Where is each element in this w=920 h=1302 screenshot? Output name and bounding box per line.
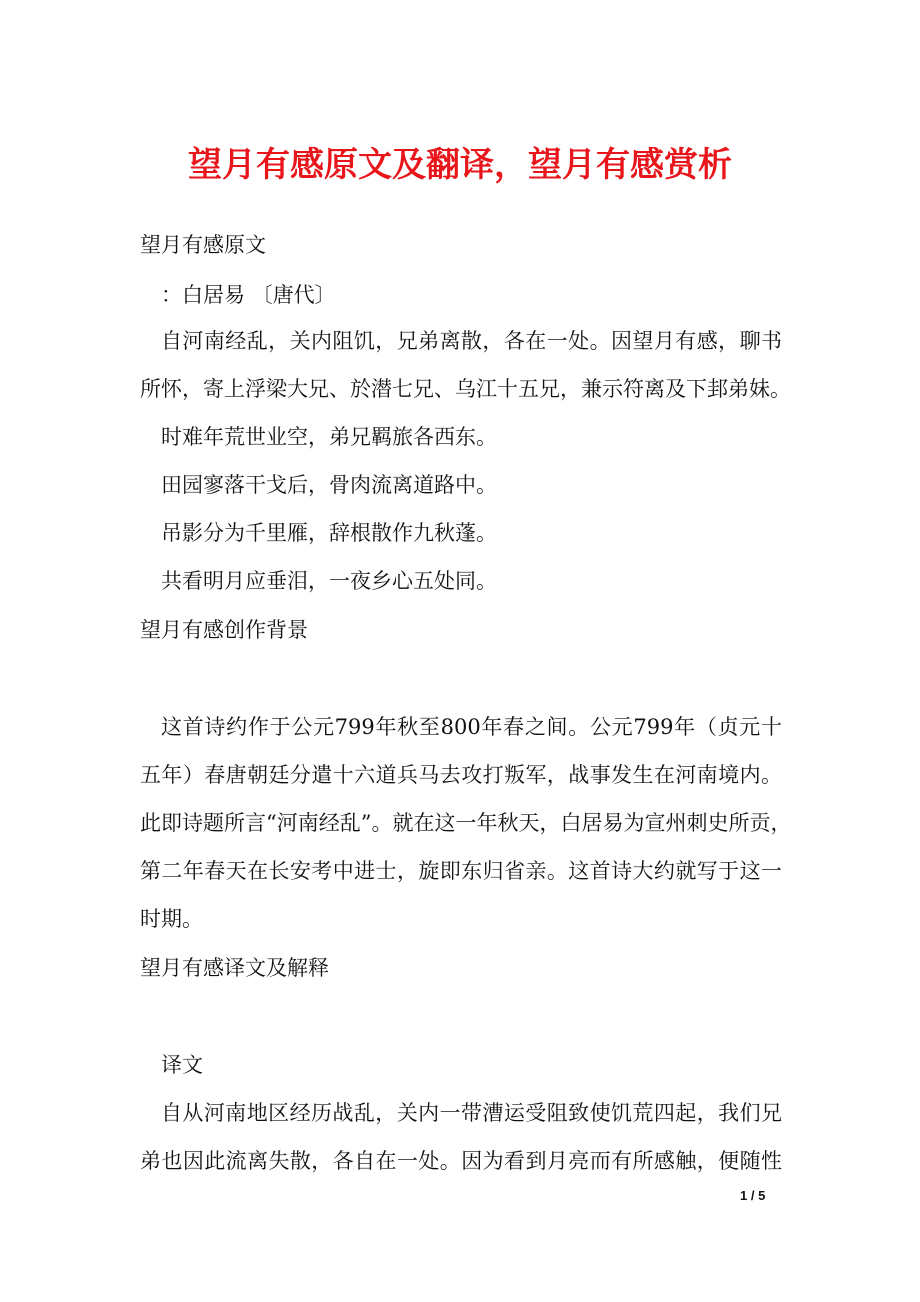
translation-line: 自从河南地区经历战乱，关内一带漕运受阻致使饥荒四起，我们兄 bbox=[161, 1101, 782, 1125]
poem-line: 时难年荒世业空，弟兄羁旅各西东。 bbox=[161, 425, 497, 449]
document-title: 望月有感原文及翻译，望月有感赏析 bbox=[188, 145, 732, 185]
background-line: 时期。 bbox=[140, 907, 203, 931]
translation-label: 译文 bbox=[161, 1053, 203, 1077]
section-heading-original: 望月有感原文 bbox=[140, 233, 266, 257]
section-heading-background: 望月有感创作背景 bbox=[140, 618, 308, 642]
background-line: 五年）春唐朝廷分遣十六道兵马去攻打叛军，战事发生在河南境内。 bbox=[140, 763, 782, 787]
author-line: ：白居易 〔唐代〕 bbox=[161, 283, 336, 307]
poem-line: 共看明月应垂泪，一夜乡心五处同。 bbox=[161, 569, 497, 593]
background-line: 此即诗题所言“河南经乱”。就在这一年秋天，白居易为宣州刺史所贡， bbox=[140, 811, 792, 835]
translation-line: 弟也因此流离失散，各自在一处。因为看到月亮而有所感触，便随性 bbox=[140, 1149, 782, 1173]
poem-line: 吊影分为千里雁，辞根散作九秋蓬。 bbox=[161, 521, 497, 545]
poem-line: 田园寥落干戈后，骨肉流离道路中。 bbox=[161, 473, 497, 497]
preface-line: 自河南经乱，关内阻饥，兄弟离散，各在一处。因望月有感，聊书 bbox=[161, 329, 782, 353]
background-line: 第二年春天在长安考中进士，旋即东归省亲。这首诗大约就写于这一 bbox=[140, 859, 782, 883]
background-line: 这首诗约作于公元799年秋至800年春之间。公元799年（贞元十 bbox=[161, 715, 782, 739]
page-number: 1 / 5 bbox=[740, 1188, 766, 1203]
section-heading-translation: 望月有感译文及解释 bbox=[140, 956, 329, 980]
preface-line: 所怀，寄上浮梁大兄、於潜七兄、乌江十五兄，兼示符离及下邽弟妹。 bbox=[140, 377, 791, 401]
